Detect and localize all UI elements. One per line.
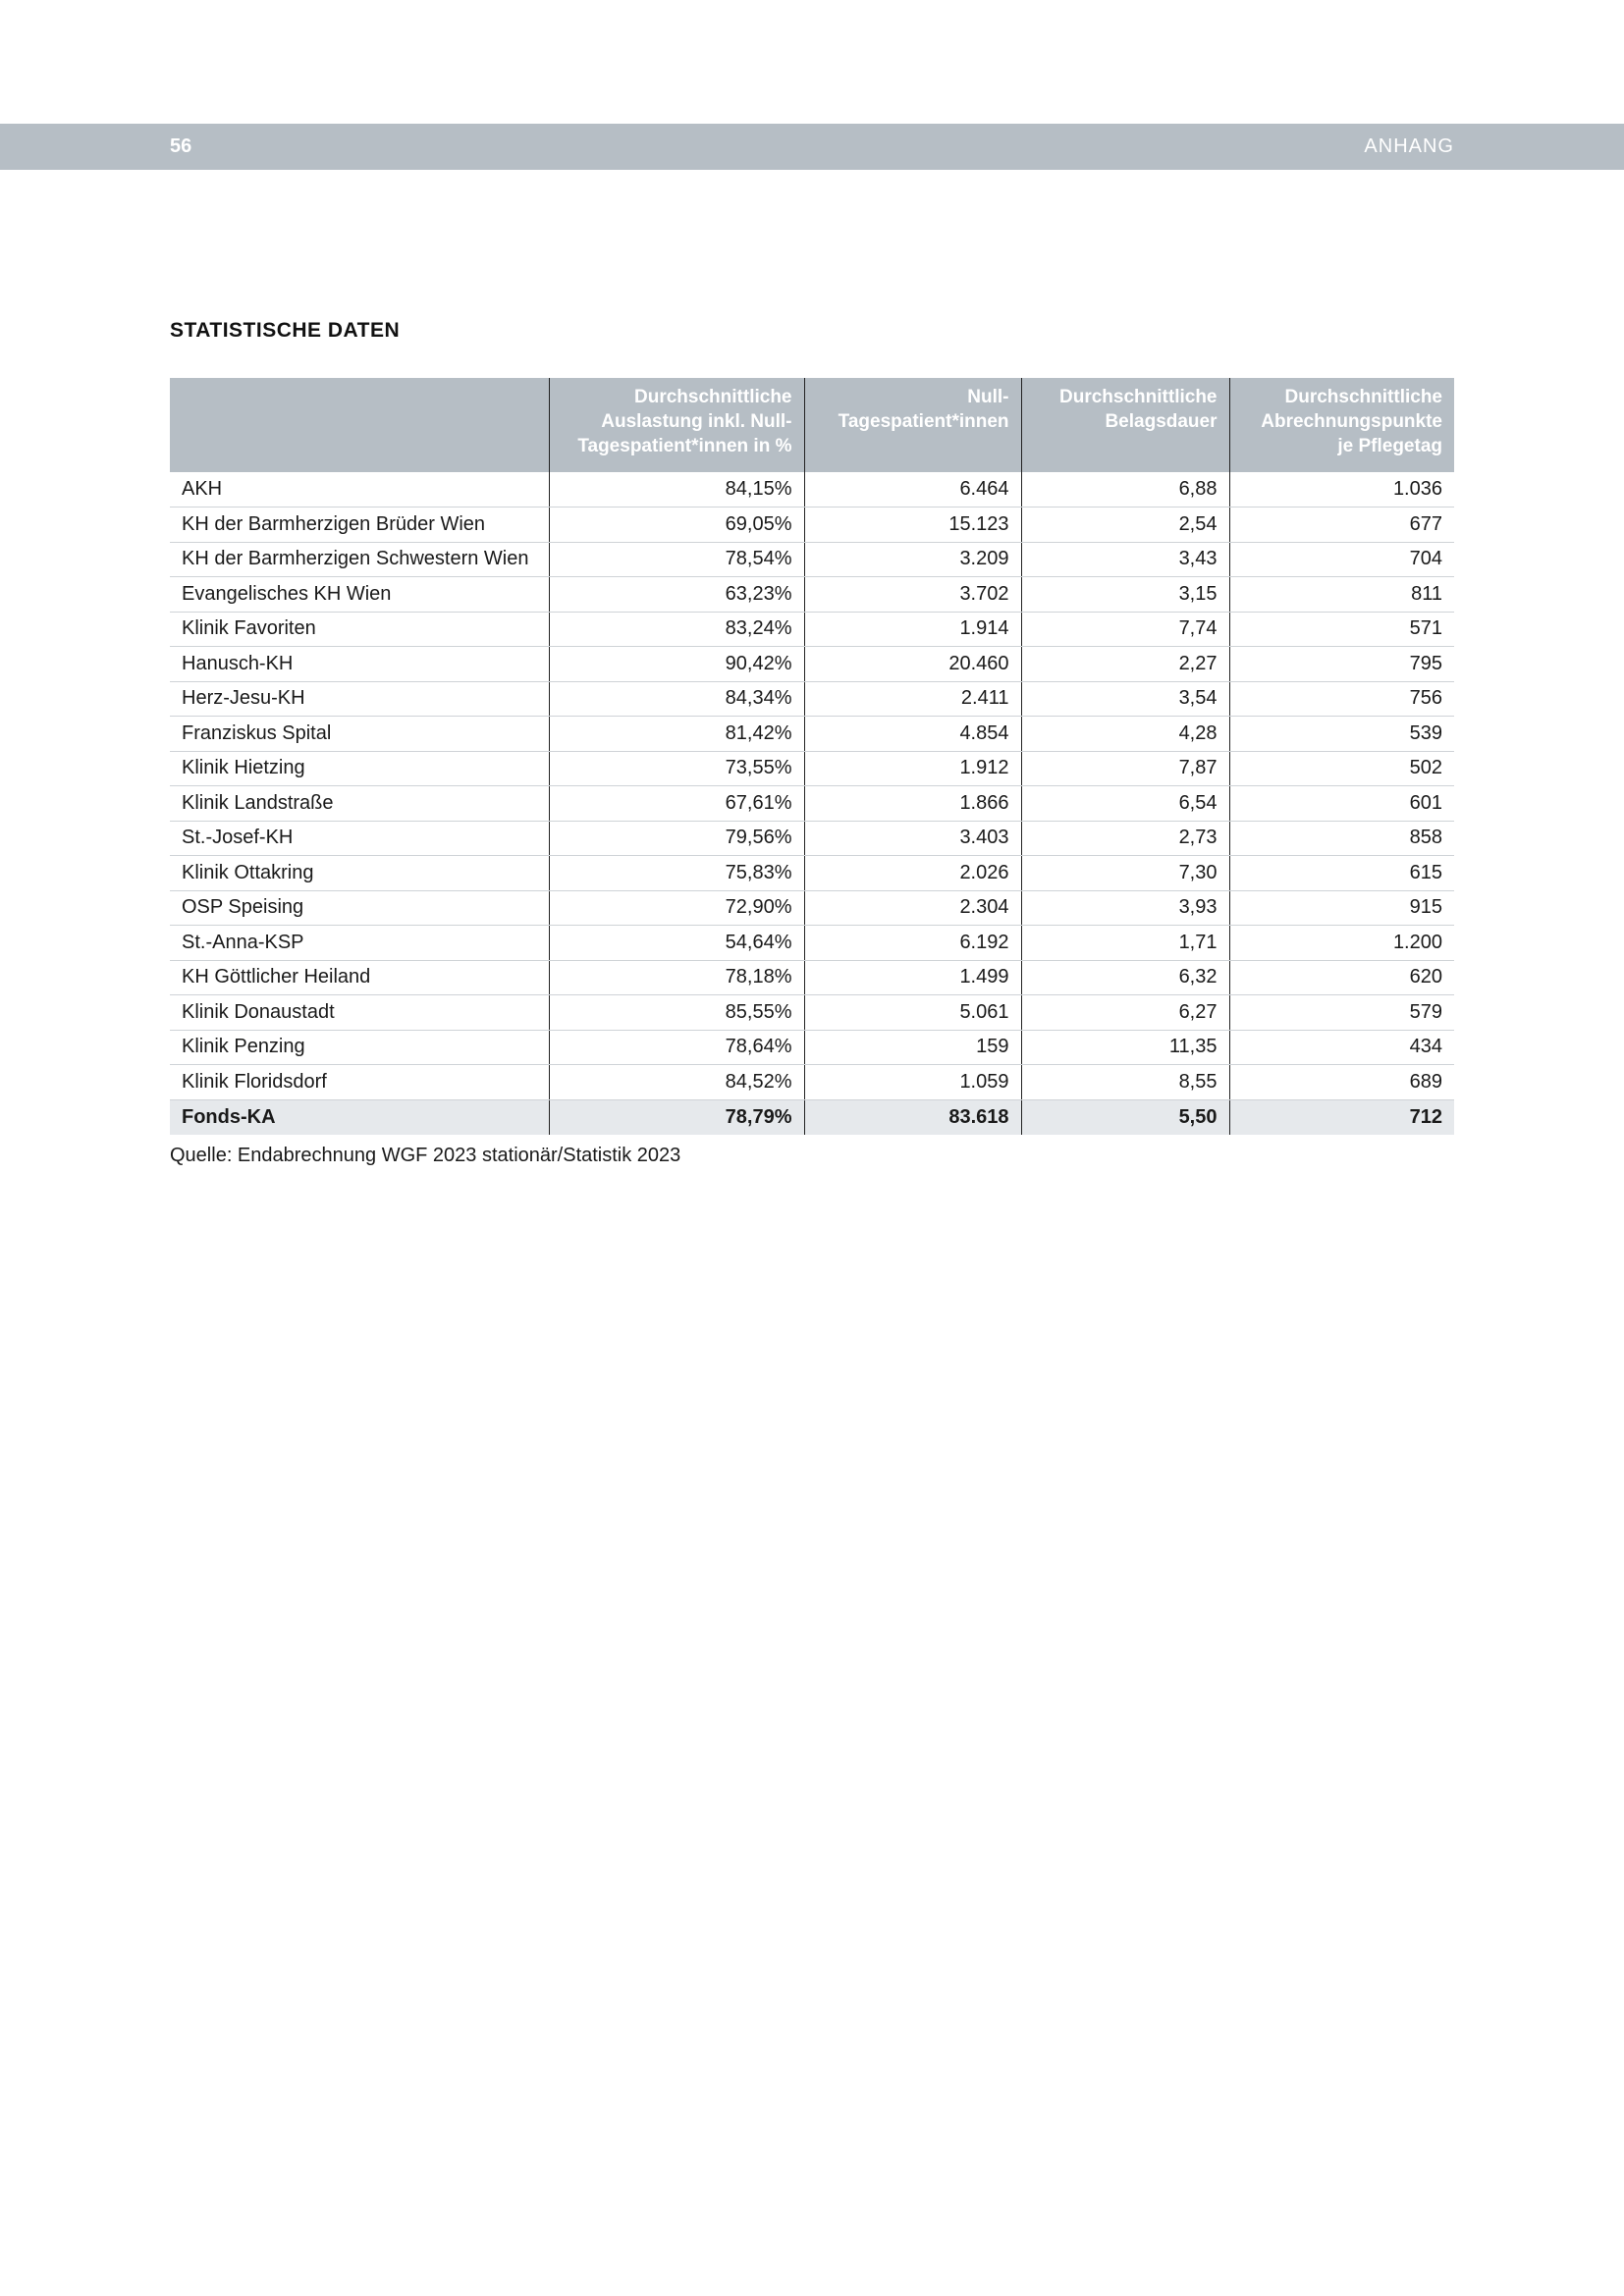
zero-day-patients-cell: 6.464	[804, 472, 1021, 507]
zero-day-patients-cell: 1.059	[804, 1065, 1021, 1100]
length-of-stay-cell: 6,54	[1021, 786, 1229, 822]
hospital-name-cell: KH der Barmherzigen Brüder Wien	[170, 507, 549, 543]
table-row	[170, 1065, 1454, 1100]
hospital-name-cell: Franziskus Spital	[170, 717, 549, 752]
length-of-stay-cell: 3,43	[1021, 542, 1229, 577]
table-row	[170, 786, 1454, 822]
utilization-cell: 85,55%	[549, 995, 804, 1031]
length-of-stay-cell: 2,73	[1021, 821, 1229, 856]
zero-day-patients-cell: 159	[804, 1030, 1021, 1065]
table-body	[170, 472, 1454, 1135]
utilization-cell: 67,61%	[549, 786, 804, 822]
hospital-name-cell: Klinik Penzing	[170, 1030, 549, 1065]
hospital-name-cell: St.-Josef-KH	[170, 821, 549, 856]
utilization-cell: 84,34%	[549, 681, 804, 717]
utilization-cell: 63,23%	[549, 577, 804, 613]
utilization-cell: 84,15%	[549, 472, 804, 507]
hospital-name-cell: Klinik Ottakring	[170, 856, 549, 891]
zero-day-patients-cell: 4.854	[804, 717, 1021, 752]
utilization-cell: 72,90%	[549, 890, 804, 926]
table-row	[170, 960, 1454, 995]
zero-day-patients-cell: 3.702	[804, 577, 1021, 613]
utilization-cell: 78,64%	[549, 1030, 804, 1065]
billing-points-cell: 539	[1229, 717, 1454, 752]
table-row	[170, 856, 1454, 891]
length-of-stay-cell: 7,74	[1021, 612, 1229, 647]
length-of-stay-cell: 7,87	[1021, 751, 1229, 786]
total-utilization-cell: 78,79%	[549, 1099, 804, 1135]
table-row	[170, 612, 1454, 647]
billing-points-cell: 677	[1229, 507, 1454, 543]
length-of-stay-cell: 11,35	[1021, 1030, 1229, 1065]
hospital-name-cell: Klinik Floridsdorf	[170, 1065, 549, 1100]
utilization-cell: 73,55%	[549, 751, 804, 786]
column-header-hospital	[170, 378, 549, 472]
table-row	[170, 717, 1454, 752]
table-total-row	[170, 1099, 1454, 1135]
billing-points-cell: 620	[1229, 960, 1454, 995]
length-of-stay-cell: 4,28	[1021, 717, 1229, 752]
utilization-cell: 54,64%	[549, 926, 804, 961]
billing-points-cell: 756	[1229, 681, 1454, 717]
hospital-name-cell: Klinik Donaustadt	[170, 995, 549, 1031]
table-row	[170, 890, 1454, 926]
billing-points-cell: 502	[1229, 751, 1454, 786]
table-row	[170, 681, 1454, 717]
zero-day-patients-cell: 3.209	[804, 542, 1021, 577]
column-header-utilization: Durchschnittliche Auslastung inkl. Null-Tagespatient*innen in %	[549, 378, 804, 472]
table-row	[170, 542, 1454, 577]
table-row	[170, 577, 1454, 613]
zero-day-patients-cell: 5.061	[804, 995, 1021, 1031]
hospital-name-cell: Klinik Favoriten	[170, 612, 549, 647]
zero-day-patients-cell: 6.192	[804, 926, 1021, 961]
table-row	[170, 647, 1454, 682]
utilization-cell: 84,52%	[549, 1065, 804, 1100]
hospital-name-cell: Evangelisches KH Wien	[170, 577, 549, 613]
column-header-zero-day-patients: Null-Tagespatient*innen	[804, 378, 1021, 472]
table-row	[170, 995, 1454, 1031]
hospital-name-cell: AKH	[170, 472, 549, 507]
billing-points-cell: 689	[1229, 1065, 1454, 1100]
section-heading: STATISTISCHE DATEN	[170, 319, 401, 342]
length-of-stay-cell: 2,27	[1021, 647, 1229, 682]
table-row	[170, 507, 1454, 543]
billing-points-cell: 434	[1229, 1030, 1454, 1065]
utilization-cell: 78,54%	[549, 542, 804, 577]
billing-points-cell: 601	[1229, 786, 1454, 822]
hospital-name-cell: St.-Anna-KSP	[170, 926, 549, 961]
length-of-stay-cell: 3,15	[1021, 577, 1229, 613]
billing-points-cell: 615	[1229, 856, 1454, 891]
zero-day-patients-cell: 15.123	[804, 507, 1021, 543]
length-of-stay-cell: 6,32	[1021, 960, 1229, 995]
length-of-stay-cell: 6,88	[1021, 472, 1229, 507]
length-of-stay-cell: 1,71	[1021, 926, 1229, 961]
page-number: 56	[170, 135, 192, 157]
table-row	[170, 821, 1454, 856]
utilization-cell: 83,24%	[549, 612, 804, 647]
zero-day-patients-cell: 20.460	[804, 647, 1021, 682]
table-row	[170, 926, 1454, 961]
hospital-name-cell: OSP Speising	[170, 890, 549, 926]
total-zero-day-patients-cell: 83.618	[804, 1099, 1021, 1135]
hospital-name-cell: Herz-Jesu-KH	[170, 681, 549, 717]
hospital-name-cell: KH der Barmherzigen Schwestern Wien	[170, 542, 549, 577]
utilization-cell: 81,42%	[549, 717, 804, 752]
billing-points-cell: 704	[1229, 542, 1454, 577]
billing-points-cell: 795	[1229, 647, 1454, 682]
zero-day-patients-cell: 2.304	[804, 890, 1021, 926]
billing-points-cell: 579	[1229, 995, 1454, 1031]
source-note: Quelle: Endabrechnung WGF 2023 stationär/Statistik 2023	[170, 1145, 681, 1166]
table-row	[170, 751, 1454, 786]
total-hospital-name-cell: Fonds-KA	[170, 1099, 549, 1135]
zero-day-patients-cell: 3.403	[804, 821, 1021, 856]
utilization-cell: 75,83%	[549, 856, 804, 891]
utilization-cell: 90,42%	[549, 647, 804, 682]
billing-points-cell: 1.200	[1229, 926, 1454, 961]
utilization-cell: 69,05%	[549, 507, 804, 543]
length-of-stay-cell: 3,54	[1021, 681, 1229, 717]
length-of-stay-cell: 7,30	[1021, 856, 1229, 891]
zero-day-patients-cell: 1.912	[804, 751, 1021, 786]
page-header	[0, 124, 1624, 170]
length-of-stay-cell: 6,27	[1021, 995, 1229, 1031]
utilization-cell: 78,18%	[549, 960, 804, 995]
total-billing-points-cell: 712	[1229, 1099, 1454, 1135]
hospital-name-cell: Klinik Landstraße	[170, 786, 549, 822]
statistics-table	[170, 378, 1454, 1135]
column-header-billing-points: Durchschnittliche Abrechnungspunkte je Pflegetag	[1229, 378, 1454, 472]
table-header-row	[170, 378, 1454, 472]
zero-day-patients-cell: 1.499	[804, 960, 1021, 995]
zero-day-patients-cell: 2.026	[804, 856, 1021, 891]
total-length-of-stay-cell: 5,50	[1021, 1099, 1229, 1135]
billing-points-cell: 915	[1229, 890, 1454, 926]
zero-day-patients-cell: 2.411	[804, 681, 1021, 717]
hospital-name-cell: Hanusch-KH	[170, 647, 549, 682]
column-header-length-of-stay: Durchschnittliche Belagsdauer	[1021, 378, 1229, 472]
zero-day-patients-cell: 1.866	[804, 786, 1021, 822]
hospital-name-cell: Klinik Hietzing	[170, 751, 549, 786]
hospital-name-cell: KH Göttlicher Heiland	[170, 960, 549, 995]
length-of-stay-cell: 3,93	[1021, 890, 1229, 926]
billing-points-cell: 811	[1229, 577, 1454, 613]
table-row	[170, 472, 1454, 507]
zero-day-patients-cell: 1.914	[804, 612, 1021, 647]
billing-points-cell: 858	[1229, 821, 1454, 856]
utilization-cell: 79,56%	[549, 821, 804, 856]
billing-points-cell: 571	[1229, 612, 1454, 647]
section-label: ANHANG	[1364, 135, 1454, 157]
length-of-stay-cell: 8,55	[1021, 1065, 1229, 1100]
length-of-stay-cell: 2,54	[1021, 507, 1229, 543]
billing-points-cell: 1.036	[1229, 472, 1454, 507]
table-row	[170, 1030, 1454, 1065]
